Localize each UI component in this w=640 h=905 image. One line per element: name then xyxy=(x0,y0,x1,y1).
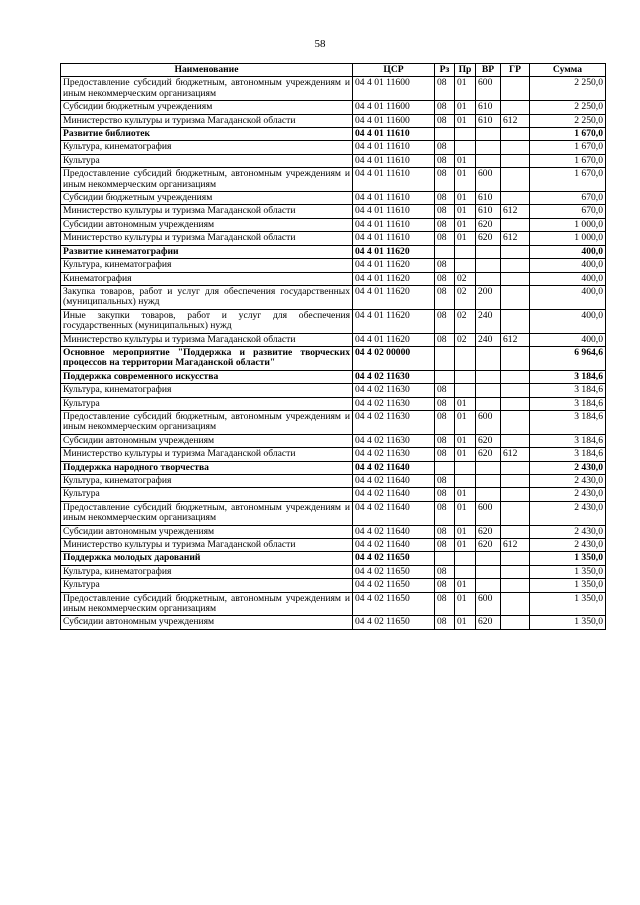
table-row xyxy=(61,501,606,525)
cell-pr xyxy=(455,245,476,258)
cell-name: Министерство культуры и туризма Магаданской области xyxy=(61,333,353,346)
header-pr: Пр xyxy=(455,64,476,77)
cell-name: Иные закупки товаров, работ и услуг для обеспечения государственных (муниципальных) нужд xyxy=(61,309,353,333)
cell-name: Министерство культуры и туризма Магаданской области xyxy=(61,114,353,127)
cell-gr: 612 xyxy=(501,448,530,461)
cell-vr: 600 xyxy=(476,77,501,101)
cell-gr xyxy=(501,552,530,565)
cell-vr: 620 xyxy=(476,525,501,538)
table-row xyxy=(61,218,606,231)
cell-sum: 1 000,0 xyxy=(530,232,606,245)
cell-pr: 01 xyxy=(455,501,476,525)
cell-name: Культура xyxy=(61,488,353,501)
cell-pr: 01 xyxy=(455,114,476,127)
cell-gr xyxy=(501,272,530,285)
cell-gr xyxy=(501,370,530,383)
cell-name: Культура, кинематография xyxy=(61,259,353,272)
cell-csr: 04 4 02 11630 xyxy=(353,370,435,383)
cell-sum: 2 250,0 xyxy=(530,101,606,114)
cell-gr xyxy=(501,259,530,272)
cell-csr: 04 4 02 11630 xyxy=(353,434,435,447)
cell-rz: 08 xyxy=(435,616,455,629)
cell-vr xyxy=(476,475,501,488)
header-vr: ВР xyxy=(476,64,501,77)
table-row xyxy=(61,616,606,629)
cell-name: Культура, кинематография xyxy=(61,141,353,154)
table-row xyxy=(61,309,606,333)
cell-csr: 04 4 01 11620 xyxy=(353,259,435,272)
cell-vr: 600 xyxy=(476,592,501,616)
cell-rz: 08 xyxy=(435,168,455,192)
table-row xyxy=(61,397,606,410)
cell-rz: 08 xyxy=(435,333,455,346)
header-sum: Сумма xyxy=(530,64,606,77)
cell-vr xyxy=(476,552,501,565)
table-row xyxy=(61,539,606,552)
table-row xyxy=(61,205,606,218)
cell-sum: 1 000,0 xyxy=(530,218,606,231)
cell-vr: 600 xyxy=(476,410,501,434)
table-row xyxy=(61,141,606,154)
table-row xyxy=(61,488,606,501)
cell-vr: 240 xyxy=(476,309,501,333)
cell-gr xyxy=(501,192,530,205)
cell-name: Предоставление субсидий бюджетным, автономным учреждениям и иным некоммерческим организациям xyxy=(61,592,353,616)
cell-vr: 610 xyxy=(476,205,501,218)
cell-pr xyxy=(455,552,476,565)
cell-name: Кинематография xyxy=(61,272,353,285)
cell-pr xyxy=(455,565,476,578)
cell-csr: 04 4 01 11610 xyxy=(353,141,435,154)
cell-gr xyxy=(501,579,530,592)
cell-pr xyxy=(455,128,476,141)
cell-rz: 08 xyxy=(435,114,455,127)
cell-sum: 3 184,6 xyxy=(530,370,606,383)
cell-csr: 04 4 02 11640 xyxy=(353,475,435,488)
cell-csr: 04 4 01 11620 xyxy=(353,285,435,309)
cell-gr: 612 xyxy=(501,539,530,552)
cell-sum: 3 184,6 xyxy=(530,448,606,461)
cell-vr: 620 xyxy=(476,232,501,245)
cell-csr: 04 4 02 11640 xyxy=(353,501,435,525)
cell-vr: 600 xyxy=(476,501,501,525)
cell-gr xyxy=(501,397,530,410)
cell-rz: 08 xyxy=(435,410,455,434)
table-row xyxy=(61,114,606,127)
cell-vr: 620 xyxy=(476,539,501,552)
cell-rz: 08 xyxy=(435,285,455,309)
cell-pr: 02 xyxy=(455,309,476,333)
cell-name: Министерство культуры и туризма Магаданской области xyxy=(61,448,353,461)
cell-rz: 08 xyxy=(435,141,455,154)
cell-vr: 600 xyxy=(476,168,501,192)
cell-pr: 01 xyxy=(455,205,476,218)
page-number: 58 xyxy=(314,38,326,50)
cell-sum: 2 250,0 xyxy=(530,77,606,101)
cell-pr: 02 xyxy=(455,333,476,346)
cell-vr xyxy=(476,272,501,285)
cell-vr xyxy=(476,128,501,141)
cell-vr: 610 xyxy=(476,192,501,205)
cell-vr xyxy=(476,346,501,370)
cell-vr: 620 xyxy=(476,218,501,231)
cell-csr: 04 4 01 11600 xyxy=(353,101,435,114)
cell-rz xyxy=(435,370,455,383)
budget-table xyxy=(60,63,606,630)
cell-vr xyxy=(476,370,501,383)
cell-gr xyxy=(501,592,530,616)
cell-sum: 3 184,6 xyxy=(530,410,606,434)
cell-vr: 620 xyxy=(476,616,501,629)
cell-sum: 400,0 xyxy=(530,259,606,272)
cell-sum: 1 350,0 xyxy=(530,552,606,565)
table-row xyxy=(61,285,606,309)
table-row xyxy=(61,592,606,616)
cell-name: Предоставление субсидий бюджетным, автономным учреждениям и иным некоммерческим организациям xyxy=(61,501,353,525)
cell-rz: 08 xyxy=(435,501,455,525)
table-row xyxy=(61,448,606,461)
table-row xyxy=(61,245,606,258)
cell-gr xyxy=(501,434,530,447)
cell-vr xyxy=(476,565,501,578)
cell-pr: 01 xyxy=(455,397,476,410)
header-gr: ГР xyxy=(501,64,530,77)
cell-rz: 08 xyxy=(435,272,455,285)
cell-sum: 1 350,0 xyxy=(530,565,606,578)
table-header-row xyxy=(61,64,606,77)
cell-pr: 01 xyxy=(455,232,476,245)
cell-csr: 04 4 02 11650 xyxy=(353,592,435,616)
cell-sum: 3 184,6 xyxy=(530,434,606,447)
cell-vr xyxy=(476,141,501,154)
cell-csr: 04 4 01 11610 xyxy=(353,168,435,192)
cell-csr: 04 4 01 11610 xyxy=(353,218,435,231)
table-row xyxy=(61,579,606,592)
cell-csr: 04 4 02 11640 xyxy=(353,461,435,474)
cell-csr: 04 4 01 11610 xyxy=(353,154,435,167)
cell-rz: 08 xyxy=(435,565,455,578)
cell-name: Субсидии автономным учреждениям xyxy=(61,525,353,538)
cell-rz xyxy=(435,461,455,474)
cell-rz: 08 xyxy=(435,309,455,333)
cell-sum: 6 964,6 xyxy=(530,346,606,370)
cell-sum: 1 670,0 xyxy=(530,141,606,154)
cell-sum: 1 350,0 xyxy=(530,616,606,629)
cell-sum: 3 184,6 xyxy=(530,384,606,397)
cell-gr xyxy=(501,565,530,578)
cell-csr: 04 4 02 11630 xyxy=(353,397,435,410)
cell-sum: 2 430,0 xyxy=(530,488,606,501)
cell-pr: 02 xyxy=(455,285,476,309)
cell-sum: 400,0 xyxy=(530,272,606,285)
cell-gr xyxy=(501,346,530,370)
cell-csr: 04 4 01 11620 xyxy=(353,333,435,346)
cell-sum: 1 350,0 xyxy=(530,579,606,592)
cell-gr xyxy=(501,141,530,154)
cell-rz: 08 xyxy=(435,154,455,167)
cell-csr: 04 4 02 11630 xyxy=(353,384,435,397)
cell-vr: 610 xyxy=(476,114,501,127)
cell-pr: 01 xyxy=(455,448,476,461)
cell-name: Субсидии автономным учреждениям xyxy=(61,218,353,231)
cell-name: Министерство культуры и туризма Магаданской области xyxy=(61,232,353,245)
cell-pr xyxy=(455,346,476,370)
cell-vr xyxy=(476,154,501,167)
cell-csr: 04 4 02 11640 xyxy=(353,525,435,538)
cell-pr: 01 xyxy=(455,218,476,231)
cell-vr xyxy=(476,245,501,258)
cell-rz: 08 xyxy=(435,448,455,461)
header-csr: ЦСР xyxy=(353,64,435,77)
cell-vr xyxy=(476,384,501,397)
cell-vr: 610 xyxy=(476,101,501,114)
header-rz: Рз xyxy=(435,64,455,77)
cell-rz: 08 xyxy=(435,488,455,501)
table-row xyxy=(61,346,606,370)
cell-sum: 1 670,0 xyxy=(530,154,606,167)
cell-name: Министерство культуры и туризма Магаданской области xyxy=(61,205,353,218)
cell-sum: 400,0 xyxy=(530,285,606,309)
cell-name: Субсидии бюджетным учреждениям xyxy=(61,192,353,205)
cell-rz xyxy=(435,552,455,565)
cell-name: Субсидии автономным учреждениям xyxy=(61,616,353,629)
cell-name: Развитие кинематографии xyxy=(61,245,353,258)
cell-sum: 400,0 xyxy=(530,333,606,346)
cell-rz: 08 xyxy=(435,259,455,272)
cell-sum: 1 670,0 xyxy=(530,168,606,192)
cell-gr: 612 xyxy=(501,205,530,218)
cell-sum: 670,0 xyxy=(530,205,606,218)
cell-csr: 04 4 01 11610 xyxy=(353,128,435,141)
cell-pr: 02 xyxy=(455,272,476,285)
cell-sum: 2 430,0 xyxy=(530,539,606,552)
cell-rz: 08 xyxy=(435,397,455,410)
cell-pr: 01 xyxy=(455,539,476,552)
cell-name: Культура xyxy=(61,154,353,167)
cell-sum: 670,0 xyxy=(530,192,606,205)
cell-pr: 01 xyxy=(455,488,476,501)
cell-rz: 08 xyxy=(435,192,455,205)
cell-name: Предоставление субсидий бюджетным, автономным учреждениям и иным некоммерческим организациям xyxy=(61,168,353,192)
cell-gr xyxy=(501,168,530,192)
cell-gr xyxy=(501,77,530,101)
cell-vr: 240 xyxy=(476,333,501,346)
cell-gr xyxy=(501,525,530,538)
cell-pr xyxy=(455,259,476,272)
table-row xyxy=(61,77,606,101)
cell-pr xyxy=(455,384,476,397)
table-row xyxy=(61,434,606,447)
table-body xyxy=(61,77,606,629)
cell-rz: 08 xyxy=(435,475,455,488)
cell-csr: 04 4 02 11640 xyxy=(353,539,435,552)
cell-gr xyxy=(501,488,530,501)
table-row xyxy=(61,475,606,488)
cell-gr xyxy=(501,501,530,525)
cell-rz: 08 xyxy=(435,232,455,245)
table-row xyxy=(61,565,606,578)
cell-sum: 1 670,0 xyxy=(530,128,606,141)
cell-gr xyxy=(501,410,530,434)
cell-gr: 612 xyxy=(501,232,530,245)
cell-name: Поддержка современного искусства xyxy=(61,370,353,383)
cell-name: Предоставление субсидий бюджетным, автономным учреждениям и иным некоммерческим организациям xyxy=(61,77,353,101)
table-row xyxy=(61,272,606,285)
cell-pr: 01 xyxy=(455,168,476,192)
cell-name: Министерство культуры и туризма Магаданской области xyxy=(61,539,353,552)
cell-csr: 04 4 02 11640 xyxy=(353,488,435,501)
cell-name: Культура, кинематография xyxy=(61,384,353,397)
cell-gr xyxy=(501,218,530,231)
cell-pr: 01 xyxy=(455,525,476,538)
cell-pr: 01 xyxy=(455,592,476,616)
cell-rz: 08 xyxy=(435,539,455,552)
cell-pr: 01 xyxy=(455,434,476,447)
cell-pr: 01 xyxy=(455,616,476,629)
cell-rz: 08 xyxy=(435,525,455,538)
cell-sum: 2 430,0 xyxy=(530,475,606,488)
cell-sum: 400,0 xyxy=(530,309,606,333)
cell-rz: 08 xyxy=(435,579,455,592)
cell-csr: 04 4 02 11650 xyxy=(353,552,435,565)
cell-rz: 08 xyxy=(435,77,455,101)
cell-csr: 04 4 02 11650 xyxy=(353,616,435,629)
cell-rz xyxy=(435,346,455,370)
cell-csr: 04 4 01 11620 xyxy=(353,309,435,333)
cell-gr: 612 xyxy=(501,333,530,346)
cell-csr: 04 4 02 00000 xyxy=(353,346,435,370)
cell-name: Закупка товаров, работ и услуг для обеспечения государственных (муниципальных) нужд xyxy=(61,285,353,309)
cell-name: Субсидии бюджетным учреждениям xyxy=(61,101,353,114)
cell-pr xyxy=(455,141,476,154)
cell-csr: 04 4 01 11610 xyxy=(353,232,435,245)
cell-csr: 04 4 01 11600 xyxy=(353,114,435,127)
cell-sum: 400,0 xyxy=(530,245,606,258)
cell-name: Основное мероприятие "Поддержка и развитие творческих процессов на территории Магаданской области" xyxy=(61,346,353,370)
cell-pr: 01 xyxy=(455,77,476,101)
cell-gr xyxy=(501,309,530,333)
cell-vr: 620 xyxy=(476,448,501,461)
cell-vr: 200 xyxy=(476,285,501,309)
cell-name: Культура xyxy=(61,579,353,592)
cell-sum: 2 430,0 xyxy=(530,501,606,525)
table-row xyxy=(61,410,606,434)
cell-csr: 04 4 02 11630 xyxy=(353,410,435,434)
table-row xyxy=(61,384,606,397)
cell-gr xyxy=(501,475,530,488)
cell-gr: 612 xyxy=(501,114,530,127)
cell-rz: 08 xyxy=(435,384,455,397)
cell-name: Культура xyxy=(61,397,353,410)
cell-gr xyxy=(501,384,530,397)
cell-sum: 2 430,0 xyxy=(530,461,606,474)
cell-gr xyxy=(501,101,530,114)
table-row xyxy=(61,370,606,383)
cell-sum: 2 430,0 xyxy=(530,525,606,538)
cell-csr: 04 4 02 11630 xyxy=(353,448,435,461)
cell-pr: 01 xyxy=(455,101,476,114)
cell-name: Предоставление субсидий бюджетным, автономным учреждениям и иным некоммерческим организациям xyxy=(61,410,353,434)
cell-csr: 04 4 01 11620 xyxy=(353,245,435,258)
header-name: Наименование xyxy=(61,64,353,77)
cell-vr xyxy=(476,579,501,592)
cell-pr: 01 xyxy=(455,579,476,592)
cell-vr xyxy=(476,461,501,474)
cell-csr: 04 4 01 11620 xyxy=(353,272,435,285)
cell-name: Культура, кинематография xyxy=(61,565,353,578)
cell-gr xyxy=(501,285,530,309)
cell-name: Развитие библиотек xyxy=(61,128,353,141)
cell-pr: 01 xyxy=(455,192,476,205)
cell-pr: 01 xyxy=(455,154,476,167)
cell-name: Культура, кинематография xyxy=(61,475,353,488)
table-row xyxy=(61,101,606,114)
table-row xyxy=(61,333,606,346)
cell-vr xyxy=(476,259,501,272)
cell-csr: 04 4 02 11650 xyxy=(353,565,435,578)
cell-name: Субсидии автономным учреждениям xyxy=(61,434,353,447)
cell-rz: 08 xyxy=(435,101,455,114)
cell-sum: 3 184,6 xyxy=(530,397,606,410)
cell-pr xyxy=(455,461,476,474)
cell-sum: 1 350,0 xyxy=(530,592,606,616)
cell-rz xyxy=(435,128,455,141)
table-row xyxy=(61,128,606,141)
table-row xyxy=(61,259,606,272)
table-row xyxy=(61,192,606,205)
table-row xyxy=(61,461,606,474)
cell-rz: 08 xyxy=(435,592,455,616)
cell-pr: 01 xyxy=(455,410,476,434)
cell-name: Поддержка молодых дарований xyxy=(61,552,353,565)
cell-csr: 04 4 02 11650 xyxy=(353,579,435,592)
table-row xyxy=(61,168,606,192)
table-row xyxy=(61,232,606,245)
cell-rz xyxy=(435,245,455,258)
cell-pr xyxy=(455,370,476,383)
cell-pr xyxy=(455,475,476,488)
table-row xyxy=(61,552,606,565)
cell-gr xyxy=(501,461,530,474)
table-row xyxy=(61,525,606,538)
cell-csr: 04 4 01 11610 xyxy=(353,192,435,205)
table-row xyxy=(61,154,606,167)
cell-vr xyxy=(476,488,501,501)
cell-csr: 04 4 01 11610 xyxy=(353,205,435,218)
cell-vr xyxy=(476,397,501,410)
cell-gr xyxy=(501,616,530,629)
cell-gr xyxy=(501,128,530,141)
cell-name: Поддержка народного творчества xyxy=(61,461,353,474)
cell-vr: 620 xyxy=(476,434,501,447)
cell-rz: 08 xyxy=(435,218,455,231)
cell-csr: 04 4 01 11600 xyxy=(353,77,435,101)
cell-rz: 08 xyxy=(435,205,455,218)
cell-sum: 2 250,0 xyxy=(530,114,606,127)
cell-rz: 08 xyxy=(435,434,455,447)
cell-gr xyxy=(501,154,530,167)
cell-gr xyxy=(501,245,530,258)
